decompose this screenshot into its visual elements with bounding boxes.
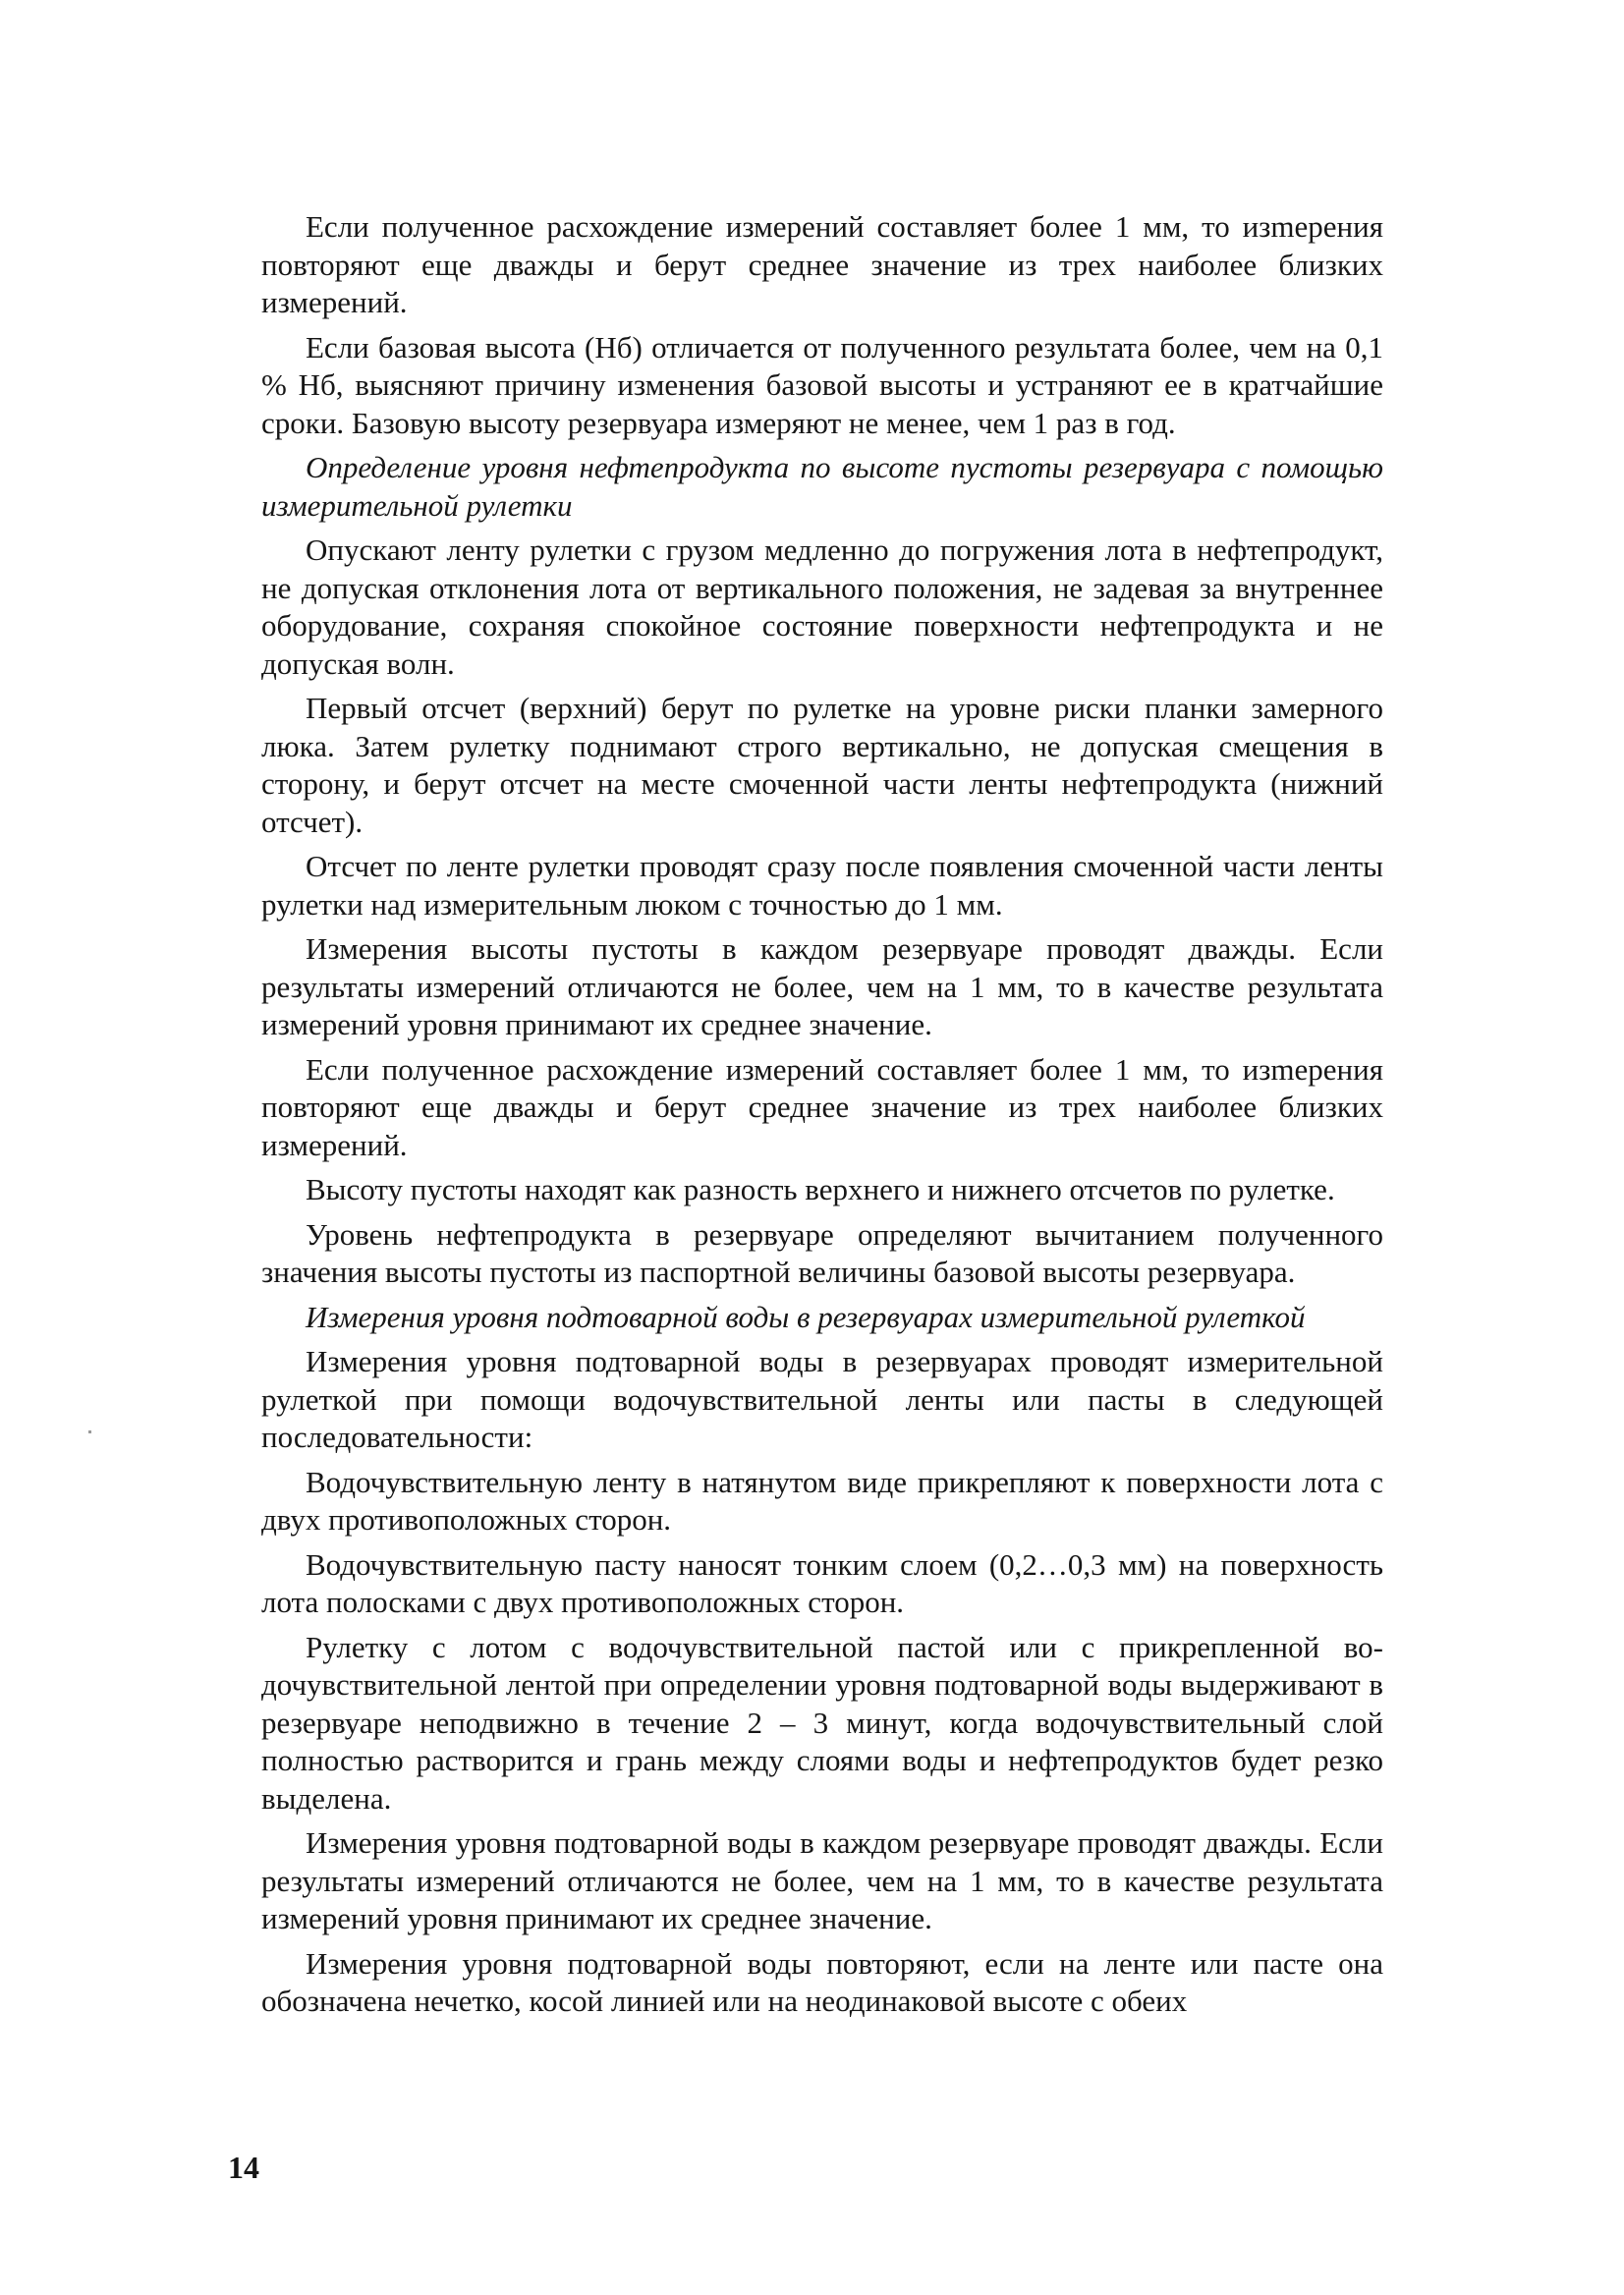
- paragraph-water-measurement-intro: Измерения уровня подтоварной воды в резервуарах проводят измерительной рулеткой при помощи водочувствительной ленты или пасты в следующей последовательности:: [261, 1344, 1383, 1454]
- paragraph-tape-reading: Отсчет по ленте рулетки проводят сразу после появления смоченной части ленты рулетки над измерительным люком с точностью до 1 мм.: [261, 849, 1383, 922]
- step-hold-tape: Рулетку с лотом с водочувствительной пастой или с прикрепленной водочувствительной лентой при определении уровня подтоварной воды выдерживают в резервуаре неподвижно в течение 2 – 3 минут, когда водочувствительный слой полностью растворится и грань между слоями воды и нефтепродуктов будет резко выделена.: [261, 1629, 1383, 1816]
- paragraph-water-repeat: Измерения уровня подтоварной воды повторяют, если на ленте или пасте она обозначена нечетко, косой линией или на неодинаковой высоте с обеих: [261, 1945, 1383, 2018]
- scan-speck: [88, 1430, 91, 1433]
- section-heading-water-level: Измерения уровня подтоварной воды в резервуарах измерительной рулеткой: [306, 1299, 1306, 1334]
- step-water-tape: Водочувствительную ленту в натянутом виде прикрепляют к поверхности лота с двух противоположных сторон.: [261, 1464, 1383, 1537]
- paragraph-base-height: Если базовая высота (Нб) отличается от полученного результата более, чем на 0,1 % Нб, выясняют причину изменения базовой высоты и устраняют ее в кратчайшие сроки. Базовую высоту резервуара измеряют не менее, чем 1 раз в год.: [261, 329, 1383, 440]
- paragraph-void-difference: Высоту пустоты находят как разность верхнего и нижнего отсчетов по рулетке.: [306, 1172, 1335, 1206]
- step-water-paste: Водочувствительную пасту наносят тонким слоем (0,2…0,3 мм) на поверхность лота полосками с двух противоположных сторон.: [261, 1546, 1383, 1619]
- section-heading-void-height: Определение уровня нефтепродукта по высоте пустоты резервуара с помощью измерительной рулетки: [261, 450, 1383, 523]
- paragraph-measurement-discrepancy: Если полученное расхождение измерений составляет более 1 мм, то изmерения повторяют еще дважды и берут среднее значение из трех наиболее близких измерений.: [261, 209, 1383, 319]
- paragraph-product-level: Уровень нефтепродукта в резервуаре определяют вычитанием полученного значения высоты пустоты из паспортной величины базовой высоты резервуара.: [261, 1216, 1383, 1289]
- page-number: 14: [228, 2150, 259, 2185]
- document-body: [261, 208, 1383, 2028]
- paragraph-repeat-measurements: Если полученное расхождение измерений составляет более 1 мм, то изmерения повторяют еще дважды и берут среднее значение из трех наиболее близких измерений.: [261, 1051, 1383, 1162]
- paragraph-lower-tape: Опускают ленту рулетки с грузом медленно до погружения лота в нефтепродукт, не допуская отклонения лота от вертикального положения, не задевая за внутреннее оборудование, сохраняя спокойное состояние поверхности нефтепродукта и не допуская волн.: [261, 532, 1383, 681]
- paragraph-void-measured-twice: Измерения высоты пустоты в каждом резервуаре проводят дважды. Если результаты измерений отличаются не более, чем на 1 мм, то в качестве результата измерений уровня принимают их среднее значение.: [261, 931, 1383, 1041]
- paragraph-water-measured-twice: Измерения уровня подтоварной воды в каждом резервуаре проводят дважды. Если результаты измерений отличаются не более, чем на 1 мм, то в качестве результата измерений уровня принимают их среднее значение.: [261, 1825, 1383, 1935]
- paragraph-first-reading: Первый отсчет (верхний) берут по рулетке на уровне риски планки замерного люка. Затем рулетку поднимают строго вертикально, не допуская смещения в сторону, и берут отсчет на месте смоченной части ленты нефтепродукта (нижний отсчет).: [261, 691, 1383, 839]
